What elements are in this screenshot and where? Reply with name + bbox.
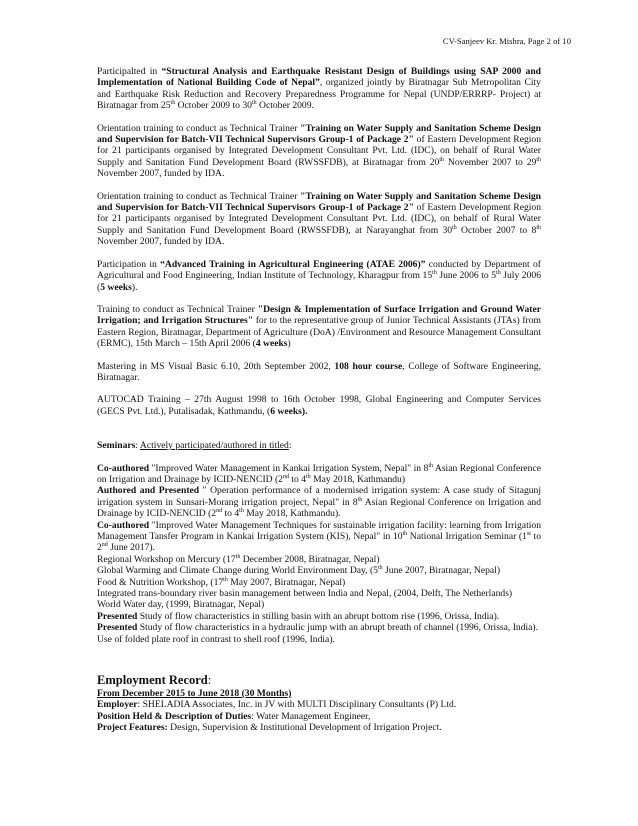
seminar-item: Regional Workshop on Mercury (17th December 2008, Biratnagar, Nepal) xyxy=(97,553,380,565)
seminar-item: Co-authored "Improved Water Management Techniques for sustainable irrigation facility: learning from Irrigation Management Tansfer Program in Kankai Irrigation System (KIS), Nepal" in 10th National Irrigation Seminar (1st to 2nd June 2017). xyxy=(97,519,541,554)
training-entry-2: Orientation training to conduct as Technical Trainer "Training on Water Supply and Sanitation Scheme Design and Supervision for Batch-VII Technical Supervisors Group-1 of Package 2" of Eastern Development Region for 21 participants organised by Integrated Development Consultant Pvt. Ltd. (IDC), on behalf of Rural Water Supply and Sanitation Fund Development Board (RWSSFDB), at Biratnagar from 20th November 2007 to 29th November 2007, funded by IDA. xyxy=(97,122,542,180)
training-entry-7: AUTOCAD Training – 27th August 1998 to 16th October 1998, Global Engineering and Computer Services (GECS Pvt. Ltd.), Putalisadak, Kathmandu, (6 weeks). xyxy=(97,394,541,417)
seminar-item: Authored and Presented " Operation performance of a modernised irrigation system: A case study of Sitagunj irrigation system in Sunsari-Morang irrigation project, Nepal" in 8th Asian Regional Conference on Irrigation and Drainage by ICID-NENCID (2nd to 4th May 2018, Kathmandu). xyxy=(97,485,542,520)
position-line: Position Held & Description of Duties: Water Management Engineer, xyxy=(97,710,371,722)
seminar-item: Presented Study of flow characteristics in stilling basin with an abrupt bottom rise (1996, Orissa, India). xyxy=(97,610,500,622)
employment-heading: Employment Record: xyxy=(97,673,212,688)
seminar-list xyxy=(97,463,541,646)
page-header: CV-Sanjeev Kr. Mishra, Page 2 of 10 xyxy=(442,36,571,46)
seminars-heading: Seminars: Actively participated/authored in titled: xyxy=(97,440,292,452)
employment-section xyxy=(97,673,541,734)
seminar-item: Integrated trans-boundary river basin management between India and Nepal, (2004, Delft, The Netherlands) xyxy=(97,588,513,600)
employment-period: From December 2015 to June 2018 (30 Months) xyxy=(97,688,292,700)
training-entry-6: Mastering in MS Visual Basic 6.10, 20th September 2002, 108 hour course, College of Software Engineering, Biratnagar. xyxy=(97,360,541,383)
seminar-item: Use of folded plate roof in contrast to shell roof (1996, India). xyxy=(97,633,335,645)
training-entry-5: Training to conduct as Technical Trainer "Design & Implementation of Surface Irrigation and Ground Water Irrigation; and Irrigation Structures" for to the representative group of Junior Technical Assistants (JTAs) from Eastern Region, Biratnagar, Department of Agriculture (DoA) /Environment and Resource Management Consultant (ERMC), 15th March – 15th April 2006 (4 weeks) xyxy=(97,303,541,350)
project-features-line: Project Features: Design, Supervision & Institutional Development of Irrigation Project. xyxy=(97,722,442,734)
training-entry-1: Participalted in “Structural Analysis and Earthquake Resistant Design of Buildings using SAP 2000 and Implementation of National Building Code of Nepal”, organized jointly by Biratnagar Sub Metropolitan City and Earthquake Risk Reduction and Recovery Preparedness Programme for Nepal (UNDP/ERRRP- Project) at Biratnagar from 25th October 2009 to 30th October 2009. xyxy=(97,66,541,112)
training-entry-3: Orientation training to conduct as Technical Trainer "Training on Water Supply and Sanitation Scheme Design and Supervision for Batch-VII Technical Supervisors Group-1 of Package 2" of Eastern Development Region for 21 participants organised by Integrated Development Consultant Pvt. Ltd. (IDC), on behalf of Rural Water Supply and Sanitation Fund Development Board (RWSSFDB), at Narayanghat from 30th October 2007 to 8th November 2007, funded by IDA. xyxy=(97,190,542,248)
employer-line: Employer: SHELADIA Associates, Inc. in JV with MULTI Disciplinary Consultants (P) Ltd. xyxy=(97,699,457,711)
seminar-item: World Water day, (1999, Biratnagar, Nepal) xyxy=(97,599,265,611)
seminar-item: Presented Study of flow characteristics in a hydraulic jump with an abrupt breath of channel (1996, Orissa, India). xyxy=(97,622,539,634)
seminar-item: Food & Nutrition Workshop, (17th May 2007, Biratnagar, Nepal) xyxy=(97,576,346,588)
seminar-item: Co-authored "Improved Water Management in Kankai Irrigation System, Nepal" in 8th Asian Regional Conference on Irrigation and Drainage by ICID-NENCID (2nd to 4th May 2018, Kathmandu) xyxy=(97,462,541,485)
training-entry-4: Participation in “Advanced Training in Agricultural Engineering (ATAE 2006)” conducted by Department of Agricultural and Food Engineering, Indian Institute of Technology, Kharagpur from 15th June 2006 to 5th July 2006 (5 weeks). xyxy=(97,258,541,293)
cv-body xyxy=(97,66,541,734)
seminar-item: Global Warming and Climate Change during World Environment Day, (5th June 2007, Biratnagar, Nepal) xyxy=(97,565,501,577)
